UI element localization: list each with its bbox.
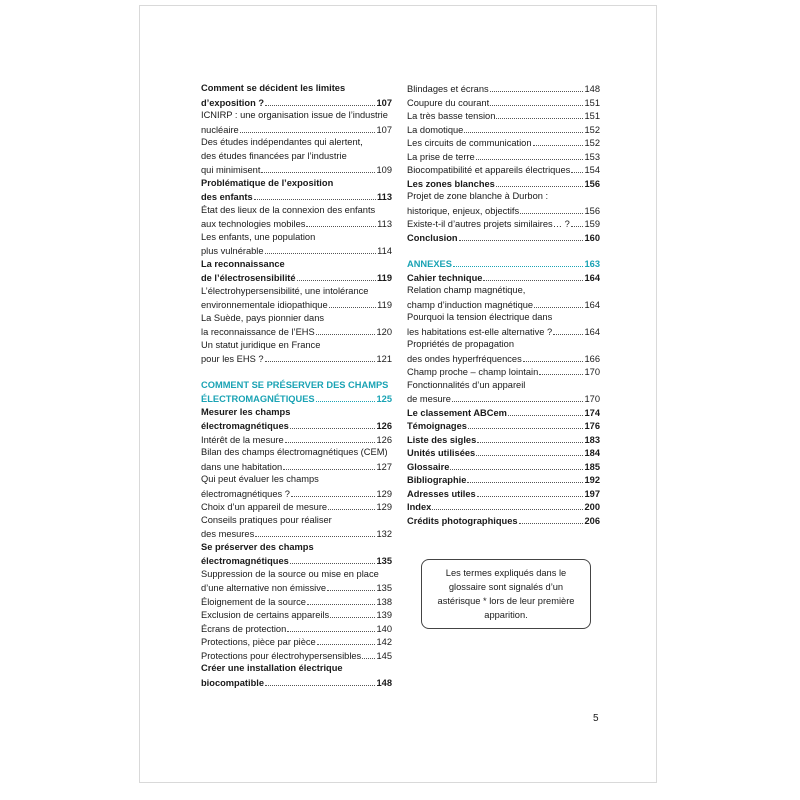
toc-entry-page: 135 [376,556,392,566]
dot-leader [261,163,375,173]
toc-entry-title: Glossaire [407,461,450,472]
toc-entry [407,163,600,177]
dot-leader [255,527,375,537]
dot-leader [477,487,584,497]
toc-entry [201,109,392,123]
toc-entry-page: 154 [584,165,600,175]
toc-entry-title: historique, enjeux, objectifs [407,205,520,216]
dot-leader [240,123,376,133]
toc-entry-title: L’électrohypersensibilité, une intolérance [201,285,369,296]
toc-entry-page: 119 [377,300,392,310]
toc-entry [201,514,392,528]
toc-entry-title: La domotique [407,124,464,135]
toc-entry [407,257,600,271]
toc-entry [201,285,392,299]
toc-entry-title: des mesures [201,529,255,539]
toc-entry [407,311,600,325]
toc-entry [201,527,392,541]
toc-entry-page: 206 [584,515,600,526]
dot-leader [464,123,583,133]
dot-leader [496,177,584,187]
dot-leader [534,298,583,308]
toc-entry-title: électromagnétiques ? [201,488,290,499]
toc-entry-title: Biocompatibilité et appareils électriques [407,165,571,175]
toc-entry [407,298,600,312]
toc-entry [201,622,392,636]
toc-entry-page: 152 [584,124,600,135]
toc-entry-title: plus vulnérable [201,246,264,256]
toc-entry-title: aux technologies mobiles [201,219,306,229]
toc-entry [201,352,392,366]
toc-left-column [201,82,392,689]
toc-entry-page: 197 [584,488,600,499]
toc-entry-title: Champ proche – champ lointain [407,367,539,377]
toc-entry-title: Problématique de l’exposition [201,177,334,188]
toc-entry-title: Les enfants, une population [201,231,316,242]
toc-entry [201,231,392,245]
toc-entry [407,392,600,406]
toc-entry-title: Index [407,502,432,512]
toc-entry [407,352,600,366]
toc-entry [201,446,392,460]
toc-entry [201,217,392,231]
toc-entry-title: Conclusion [407,232,458,243]
toc-entry-title: Exclusion de certains appareils [201,610,330,620]
dot-leader [329,298,377,308]
toc-entry-title: Suppression de la source ou mise en place [201,568,379,579]
toc-entry-page: 114 [377,246,392,256]
toc-entry-page: 107 [376,97,392,108]
toc-entry-title: La reconnaissance [201,258,285,269]
toc-entry [201,541,392,555]
toc-entry-title: Protections, pièce par pièce [201,637,316,647]
toc-entry [201,258,392,272]
toc-entry [201,312,392,326]
dot-leader [307,595,376,605]
toc-entry [201,662,392,676]
toc-entry [201,123,392,137]
toc-entry-page: 139 [376,610,392,620]
toc-entry-title: Liste des sigles [407,434,477,445]
dot-leader [508,406,584,416]
toc-entry-page: 164 [584,299,600,310]
page-number: 5 [593,713,599,724]
toc-entry [407,190,600,204]
toc-entry-title: champ d’induction magnétique [407,299,534,310]
toc-entry-page: 148 [376,677,392,688]
toc-entry-page: 148 [584,84,600,94]
toc-entry [201,379,392,393]
toc-entry [201,82,392,96]
toc-entry-title: Propriétés de propagation [407,339,514,349]
toc-entry-title: Bilan des champs électromagnétiques (CEM) [201,447,388,457]
toc-entry [201,339,392,353]
toc-entry-page: 113 [377,219,392,229]
toc-entry [407,96,600,110]
toc-entry-title: Projet de zone blanche à Durbon : [407,191,549,201]
glossary-notice: Les termes expliqués dans le glossaire sont signalés d’un astérisque * lors de leur première apparition. [421,559,591,629]
toc-entry [201,635,392,649]
toc-entry-page: 192 [584,475,600,485]
toc-entry [201,392,392,406]
toc-entry-title: ÉLECTROMAGNÉTIQUES [201,394,315,404]
dot-leader [327,581,375,591]
dot-leader [317,635,376,645]
toc-right-column [407,82,600,527]
toc-entry [407,433,600,447]
toc-entry [201,581,392,595]
dot-leader [290,419,376,429]
dot-leader [316,392,376,402]
toc-entry-title: Existe-t-il d’autres projets similaires… ? [407,219,570,229]
dot-leader [523,352,584,362]
toc-entry [201,676,392,690]
toc-entry-title: La Suède, pays pionnier dans [201,312,325,323]
dot-leader [265,676,375,686]
toc-entry-page: 174 [584,407,600,418]
dot-leader [476,150,584,160]
toc-entry-page: 163 [584,259,600,269]
toc-entry [201,204,392,218]
toc-entry [407,123,600,137]
toc-entry-title: Adresses utiles [407,488,476,499]
toc-entry-title: Unités utilisées [407,448,476,458]
toc-entry [407,150,600,164]
toc-entry-page: 166 [584,353,600,364]
toc-entry [407,325,600,339]
toc-entry-page: 142 [376,637,392,647]
dot-leader [297,271,376,281]
toc-entry [201,554,392,568]
dot-leader [571,163,583,173]
toc-entry-page: 151 [584,111,600,121]
toc-entry-title: Se préserver des champs [201,541,314,552]
dot-leader [490,82,584,92]
dot-leader [453,257,584,267]
toc-entry [201,163,392,177]
toc-entry [201,433,392,447]
toc-entry-title: Éloignement de la source [201,596,306,607]
toc-entry [201,473,392,487]
toc-entry [407,514,600,528]
toc-entry-title: des ondes hyperfréquences [407,353,522,364]
dot-leader [287,622,375,632]
dot-leader [254,190,376,200]
toc-entry [407,271,600,285]
toc-entry-title: Des études indépendantes qui alertent, [201,137,363,147]
toc-entry-title: Pourquoi la tension électrique dans [407,312,553,322]
toc-entry-title: La très basse tension [407,111,496,121]
toc-entry-title: Intérêt de la mesure [201,434,284,445]
toc-entry-page: 121 [376,354,392,364]
section-gap [201,366,392,379]
toc-entry-title: Protections pour électrohypersensibles [201,650,362,661]
toc-entry-page: 152 [584,138,600,148]
toc-entry-page: 138 [376,596,392,607]
toc-entry-title: les habitations est-elle alternative ? [407,326,553,337]
dot-leader [553,325,583,335]
toc-entry [201,649,392,663]
toc-entry-page: 184 [584,448,600,458]
dot-leader [483,271,583,281]
dot-leader [265,352,376,362]
toc-entry-page: 164 [584,326,600,337]
dot-leader [330,608,375,618]
dot-leader [539,365,583,375]
toc-entry-title: Relation champ magnétique, [407,285,526,295]
toc-entry [407,473,600,487]
toc-entry [201,568,392,582]
toc-entry-title: Mesurer les champs [201,406,291,417]
toc-entry-title: qui minimisent [201,165,261,175]
toc-entry [407,136,600,150]
toc-entry-title: Choix d’un appareil de mesure [201,502,328,512]
dot-leader [519,514,584,524]
toc-entry [201,325,392,339]
toc-entry-title: Bibliographie [407,475,467,485]
toc-entry [407,446,600,460]
toc-entry-title: d’exposition ? [201,97,265,108]
dot-leader [533,136,584,146]
toc-entry [407,177,600,191]
toc-entry [201,177,392,191]
toc-entry-title: d’une alternative non émissive [201,583,327,593]
toc-entry-page: 153 [584,151,600,162]
toc-entry [201,487,392,501]
toc-entry-page: 129 [376,502,392,512]
toc-entry-page: 125 [376,394,392,404]
toc-entry [201,500,392,514]
toc-entry-page: 132 [376,529,392,539]
dot-leader [467,473,583,483]
toc-entry-title: La prise de terre [407,151,475,162]
book-page [139,5,657,783]
dot-leader [490,96,583,106]
toc-entry-title: État des lieux de la connexion des enfants [201,204,376,215]
toc-entry [407,231,600,245]
toc-entry [407,365,600,379]
toc-entry-title: électromagnétiques [201,421,289,431]
toc-entry-title: Créer une installation électrique [201,663,343,673]
toc-entry-page: 126 [376,421,392,431]
toc-entry-page: 140 [376,623,392,634]
toc-entry-title: la reconnaissance de l’EHS [201,327,315,337]
toc-entry-title: Un statut juridique en France [201,339,321,350]
toc-entry-title: Comment se décident les limites [201,83,346,93]
toc-entry-title: Crédits photographiques [407,515,518,526]
toc-entry-title: Conseils pratiques pour réaliser [201,514,332,525]
dot-leader [571,217,584,227]
toc-entry-title: des enfants [201,192,253,202]
toc-entry [201,298,392,312]
toc-entry [201,271,392,285]
dot-leader [459,231,584,241]
toc-entry-page: 170 [584,367,600,377]
dot-leader [306,217,376,227]
toc-entry-title: Les circuits de communication [407,138,532,148]
toc-entry-page: 151 [584,97,600,108]
toc-entry-page: 107 [376,124,392,135]
toc-entry-title: Témoignages [407,421,467,431]
toc-entry-page: 200 [584,502,600,512]
toc-entry-page: 159 [584,219,600,229]
dot-leader [476,446,583,456]
toc-entry-title: pour les EHS ? [201,354,264,364]
toc-entry-page: 156 [584,205,600,216]
dot-leader [265,96,375,106]
toc-entry [407,338,600,352]
toc-entry [407,204,600,218]
toc-entry [407,217,600,231]
toc-entry [201,595,392,609]
dot-leader [283,460,375,470]
toc-entry-page: 160 [584,232,600,243]
dot-leader [496,109,583,119]
toc-entry [407,109,600,123]
toc-entry-title: Blindages et écrans [407,84,489,94]
dot-leader [432,500,583,510]
toc-entry-title: Cahier technique [407,272,483,283]
toc-entry-title: nucléaire [201,124,239,135]
toc-entry-page: 183 [584,434,600,445]
toc-entry-page: 126 [376,434,392,445]
toc-entry-title: biocompatible [201,677,265,688]
dot-leader [362,649,375,659]
dot-leader [328,500,375,510]
toc-entry-title: Coupure du courant [407,97,490,108]
dot-leader [477,433,583,443]
toc-entry [407,82,600,96]
toc-entry [201,460,392,474]
dot-leader [468,419,584,429]
toc-entry [407,406,600,420]
toc-entry-title: environnementale idiopathique [201,300,328,310]
toc-entry [201,136,392,150]
dot-leader [290,554,376,564]
toc-entry [201,406,392,420]
toc-entry [407,500,600,514]
toc-entry [201,244,392,258]
toc-entry-title: ANNEXES [407,259,452,269]
toc-entry [407,419,600,433]
toc-entry-page: 135 [376,583,392,593]
dot-leader [520,204,583,214]
toc-entry [407,460,600,474]
toc-entry-page: 127 [376,461,392,472]
dot-leader [265,244,377,254]
toc-entry-title: dans une habitation [201,461,283,472]
toc-entry [407,487,600,501]
toc-entry-title: ICNIRP : une organisation issue de l’industrie [201,110,388,120]
toc-entry-page: 170 [584,394,600,404]
toc-entry-page: 109 [376,165,392,175]
toc-entry-page: 145 [376,650,392,661]
toc-entry [201,419,392,433]
toc-entry-page: 119 [377,273,392,283]
toc-entry [201,150,392,164]
dot-leader [450,460,583,470]
toc-entry-title: COMMENT SE PRÉSERVER DES CHAMPS [201,379,389,390]
toc-entry-title: Fonctionnalités d’un appareil [407,379,526,390]
toc-entry-title: Le classement ABCem [407,407,507,418]
toc-entry [407,379,600,393]
dot-leader [291,487,376,497]
toc-entry-title: de mesure [407,394,451,404]
toc-entry-title: Les zones blanches [407,178,495,189]
toc-entry-page: 113 [377,192,392,202]
toc-entry [407,284,600,298]
toc-entry-page: 185 [584,461,600,472]
dot-leader [285,433,376,443]
toc-entry [201,96,392,110]
section-gap [407,244,600,257]
toc-entry-title: Écrans de protection [201,623,287,634]
toc-entry-page: 176 [584,421,600,431]
toc-entry [201,190,392,204]
toc-entry-page: 120 [376,327,392,337]
toc-entry-page: 156 [584,178,600,189]
toc-entry [201,608,392,622]
toc-entry-title: de l’électrosensibilité [201,273,296,283]
dot-leader [452,392,584,402]
toc-entry-page: 129 [376,488,392,499]
dot-leader [316,325,376,335]
toc-entry-page: 164 [584,272,600,283]
toc-entry-title: des études financées par l’industrie [201,150,347,161]
toc-entry-title: Qui peut évaluer les champs [201,474,319,484]
toc-entry-title: électromagnétiques [201,556,289,566]
